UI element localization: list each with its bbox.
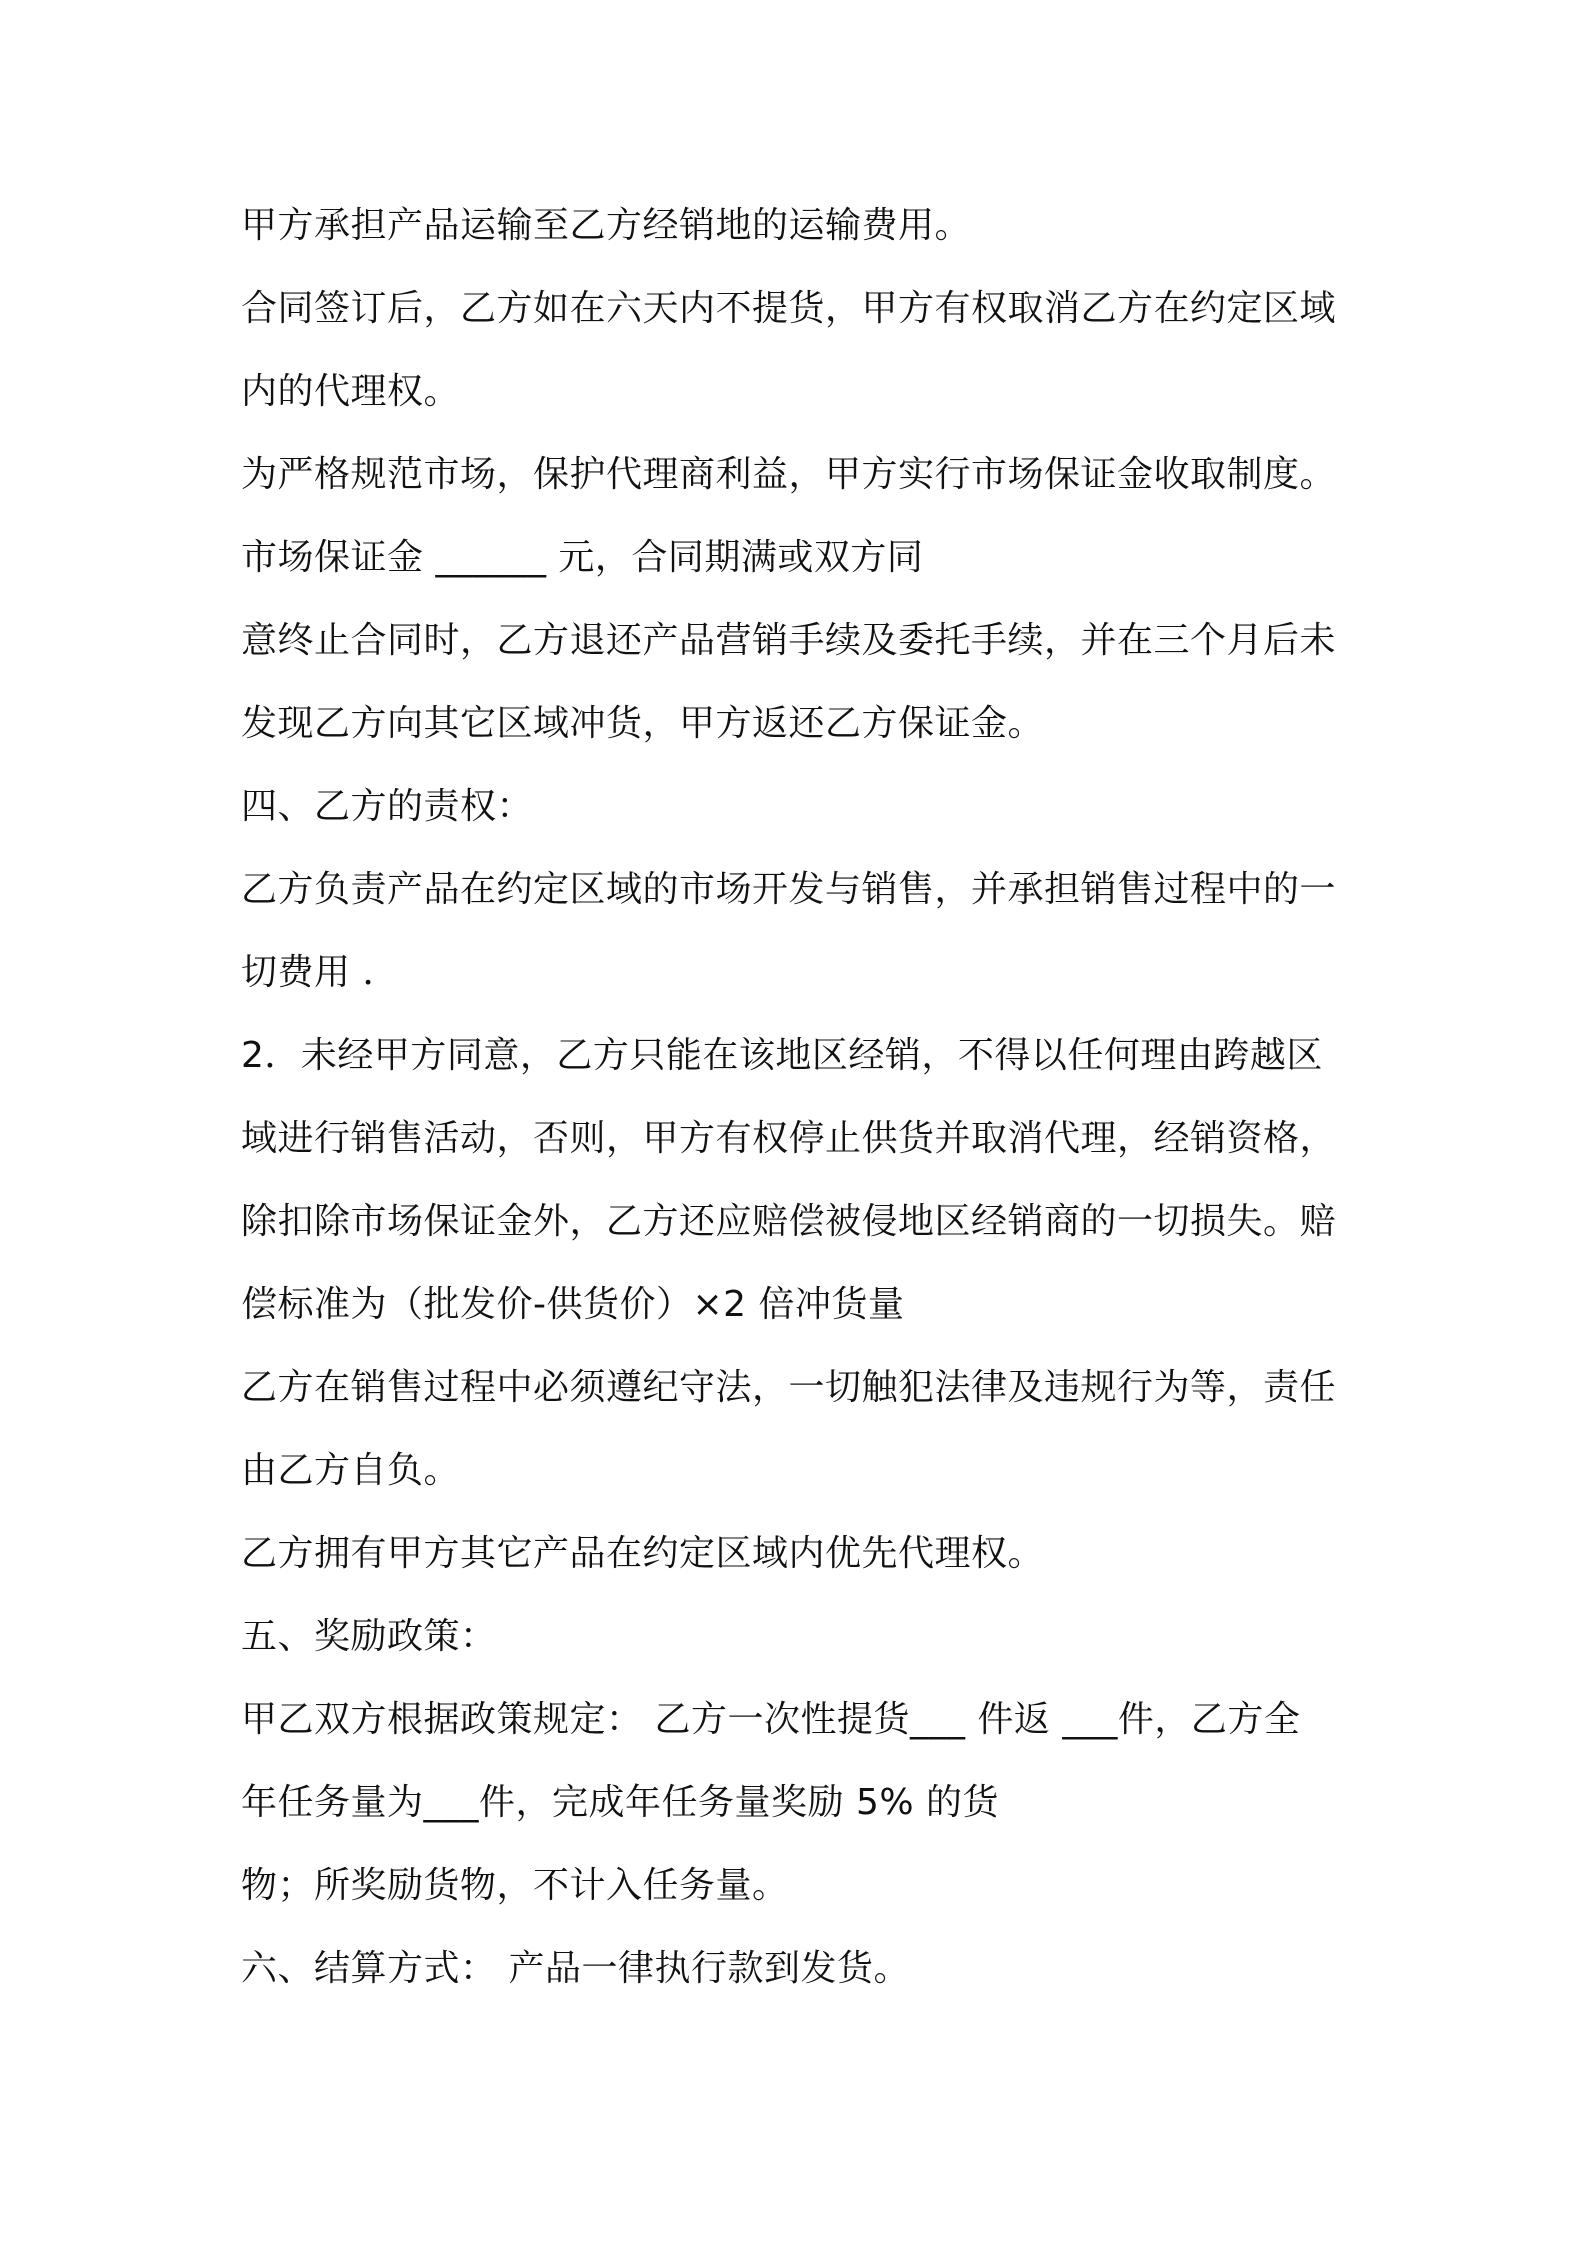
text-line: 甲乙双方根据政策规定： 乙方一次性提货___ 件返 ___件，乙方全 xyxy=(241,1699,1301,1740)
section-heading: 五、奖励政策： xyxy=(241,1616,497,1657)
text-line: 内的代理权。 xyxy=(241,371,461,412)
text-line: 市场保证金 ______ 元，合同期满或双方同 xyxy=(241,537,924,578)
text-line: 由乙方自负。 xyxy=(241,1450,461,1491)
section-heading: 六、结算方式： 产品一律执行款到发货。 xyxy=(241,1948,910,1989)
text-line: 甲方承担产品运输至乙方经销地的运输费用。 xyxy=(241,205,972,246)
text-line: 乙方在销售过程中必须遵纪守法，一切触犯法律及违规行为等，责任 xyxy=(241,1367,1337,1408)
text-line: 2．未经甲方同意，乙方只能在该地区经销，不得以任何理由跨越区 xyxy=(241,1035,1323,1076)
text-line: 合同签订后，乙方如在六天内不提货，甲方有权取消乙方在约定区域 xyxy=(241,288,1337,329)
text-line: 年任务量为___件，完成年任务量奖励 5% 的货 xyxy=(241,1782,999,1823)
text-line: 乙方负责产品在约定区域的市场开发与销售，并承担销售过程中的一 xyxy=(241,869,1337,910)
text-line: 发现乙方向其它区域冲货，甲方返还乙方保证金。 xyxy=(241,703,1045,744)
text-line: 乙方拥有甲方其它产品在约定区域内优先代理权。 xyxy=(241,1533,1045,1574)
text-line: 切费用 ． xyxy=(241,952,399,993)
text-line: 为严格规范市场，保护代理商利益，甲方实行市场保证金收取制度。 xyxy=(241,454,1337,495)
text-line: 意终止合同时，乙方退还产品营销手续及委托手续，并在三个月后未 xyxy=(241,620,1337,661)
text-line: 域进行销售活动，否则，甲方有权停止供货并取消代理，经销资格， xyxy=(241,1118,1337,1159)
text-line: 偿标准为（批发价-供货价）×2 倍冲货量 xyxy=(241,1284,905,1325)
section-heading: 四、乙方的责权： xyxy=(241,786,534,827)
text-line: 物；所奖励货物，不计入任务量。 xyxy=(241,1865,789,1906)
text-line: 除扣除市场保证金外，乙方还应赔偿被侵地区经销商的一切损失。赔 xyxy=(241,1201,1337,1242)
